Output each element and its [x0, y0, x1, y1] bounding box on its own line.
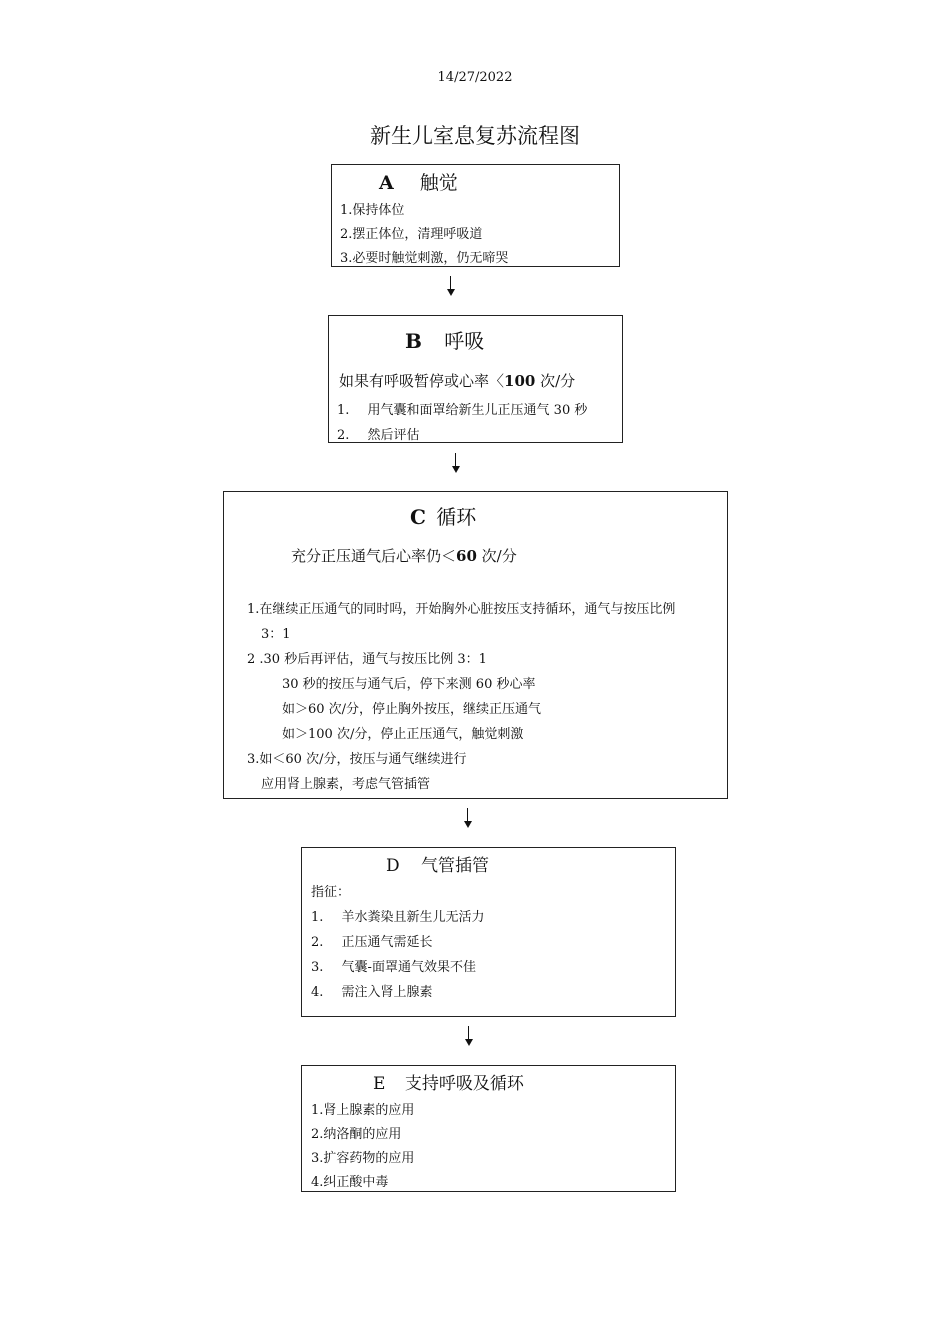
- step-c-condition-text: 充分正压通气后心率仍＜: [291, 547, 457, 565]
- step-c-title: 循环: [436, 505, 477, 529]
- item-text: 羊水粪染且新生儿无活力: [341, 910, 485, 925]
- item-text: 用气囊和面罩给新生儿正压通气 30 秒: [367, 403, 588, 418]
- step-b-condition-text: 如果有呼吸暂停或心率〈: [339, 372, 505, 390]
- step-e-box: [301, 1065, 676, 1192]
- step-b-condition-unit: 次/分: [535, 372, 576, 390]
- step-d-item: [311, 956, 476, 975]
- item-text: 气囊-面罩通气效果不佳: [341, 960, 476, 975]
- step-b-item: [337, 424, 420, 443]
- step-c-line: 3.如＜60 次/分，按压与通气继续进行: [247, 752, 467, 767]
- step-d-item: [311, 906, 485, 925]
- step-a-title: 触觉: [419, 172, 458, 194]
- step-b-condition-value: 100: [504, 372, 536, 390]
- step-a-heading: [379, 168, 458, 195]
- step-e-title: 支持呼吸及循环: [404, 1074, 524, 1094]
- step-c-box: [223, 491, 728, 799]
- step-d-item: [311, 981, 433, 1000]
- step-d-heading: [386, 851, 489, 876]
- step-c-line: 3：1: [261, 627, 291, 642]
- step-b-heading: [405, 325, 484, 354]
- item-text: 然后评估: [367, 428, 420, 443]
- step-d-letter: D: [386, 856, 400, 876]
- item-text: 正压通气需延长: [341, 935, 433, 950]
- item-number: 2.: [311, 935, 324, 950]
- item-text: 需注入肾上腺素: [341, 985, 433, 1000]
- item-number: 4.: [311, 985, 324, 1000]
- step-e-heading: [373, 1069, 524, 1094]
- down-arrow-icon: [464, 1026, 474, 1048]
- step-a-item: 2.摆正体位，清理呼吸道: [340, 227, 483, 242]
- step-e-item: 4.纠正酸中毒: [311, 1175, 389, 1190]
- step-c-line: 2 .30 秒后再评估，通气与按压比例 3：1: [247, 652, 487, 667]
- step-b-letter: B: [405, 329, 422, 353]
- item-number: 3.: [311, 960, 324, 975]
- step-c-condition: [291, 545, 517, 566]
- step-e-item: 2.纳洛酮的应用: [311, 1127, 402, 1142]
- step-b-title: 呼吸: [444, 329, 485, 353]
- down-arrow-icon: [446, 276, 456, 298]
- step-c-line: 1.在继续正压通气的同时吗，开始胸外心脏按压支持循环，通气与按压比例: [247, 602, 676, 617]
- step-a-item: 3.必要时触觉刺激，仍无啼哭: [340, 251, 509, 266]
- step-c-line: 如＞100 次/分，停止正压通气，触觉刺激: [282, 727, 524, 742]
- step-c-line: 应用肾上腺素，考虑气管插管: [261, 777, 431, 792]
- step-c-condition-unit: 次/分: [476, 547, 517, 565]
- step-a-box: [331, 164, 620, 267]
- step-e-item: 3.扩容药物的应用: [311, 1151, 415, 1166]
- step-e-letter: E: [373, 1074, 386, 1094]
- step-b-item: [337, 399, 587, 418]
- step-d-box: [301, 847, 676, 1017]
- down-arrow-icon: [463, 808, 473, 830]
- step-c-line: 30 秒的按压与通气后，停下来测 60 秒心率: [282, 677, 536, 692]
- page-date: 14/27/2022: [437, 70, 513, 85]
- step-c-condition-value: 60: [456, 547, 477, 565]
- step-c-line: 如＞60 次/分，停止胸外按压，继续正压通气: [282, 702, 542, 717]
- item-number: 2.: [337, 428, 350, 443]
- item-number: 1.: [311, 910, 324, 925]
- down-arrow-icon: [451, 453, 461, 475]
- step-d-title: 气管插管: [421, 856, 490, 876]
- step-c-heading: [410, 501, 476, 530]
- step-d-item: [311, 931, 433, 950]
- step-a-item: 1.保持体位: [340, 203, 405, 218]
- step-b-box: [328, 315, 623, 443]
- step-d-label: 指征：: [311, 885, 351, 900]
- page-title: 新生儿室息复苏流程图: [370, 124, 580, 148]
- step-e-item: 1.肾上腺素的应用: [311, 1103, 415, 1118]
- item-number: 1.: [337, 403, 350, 418]
- step-a-letter: A: [379, 172, 394, 194]
- step-c-letter: C: [410, 505, 426, 529]
- step-b-condition: [339, 370, 575, 391]
